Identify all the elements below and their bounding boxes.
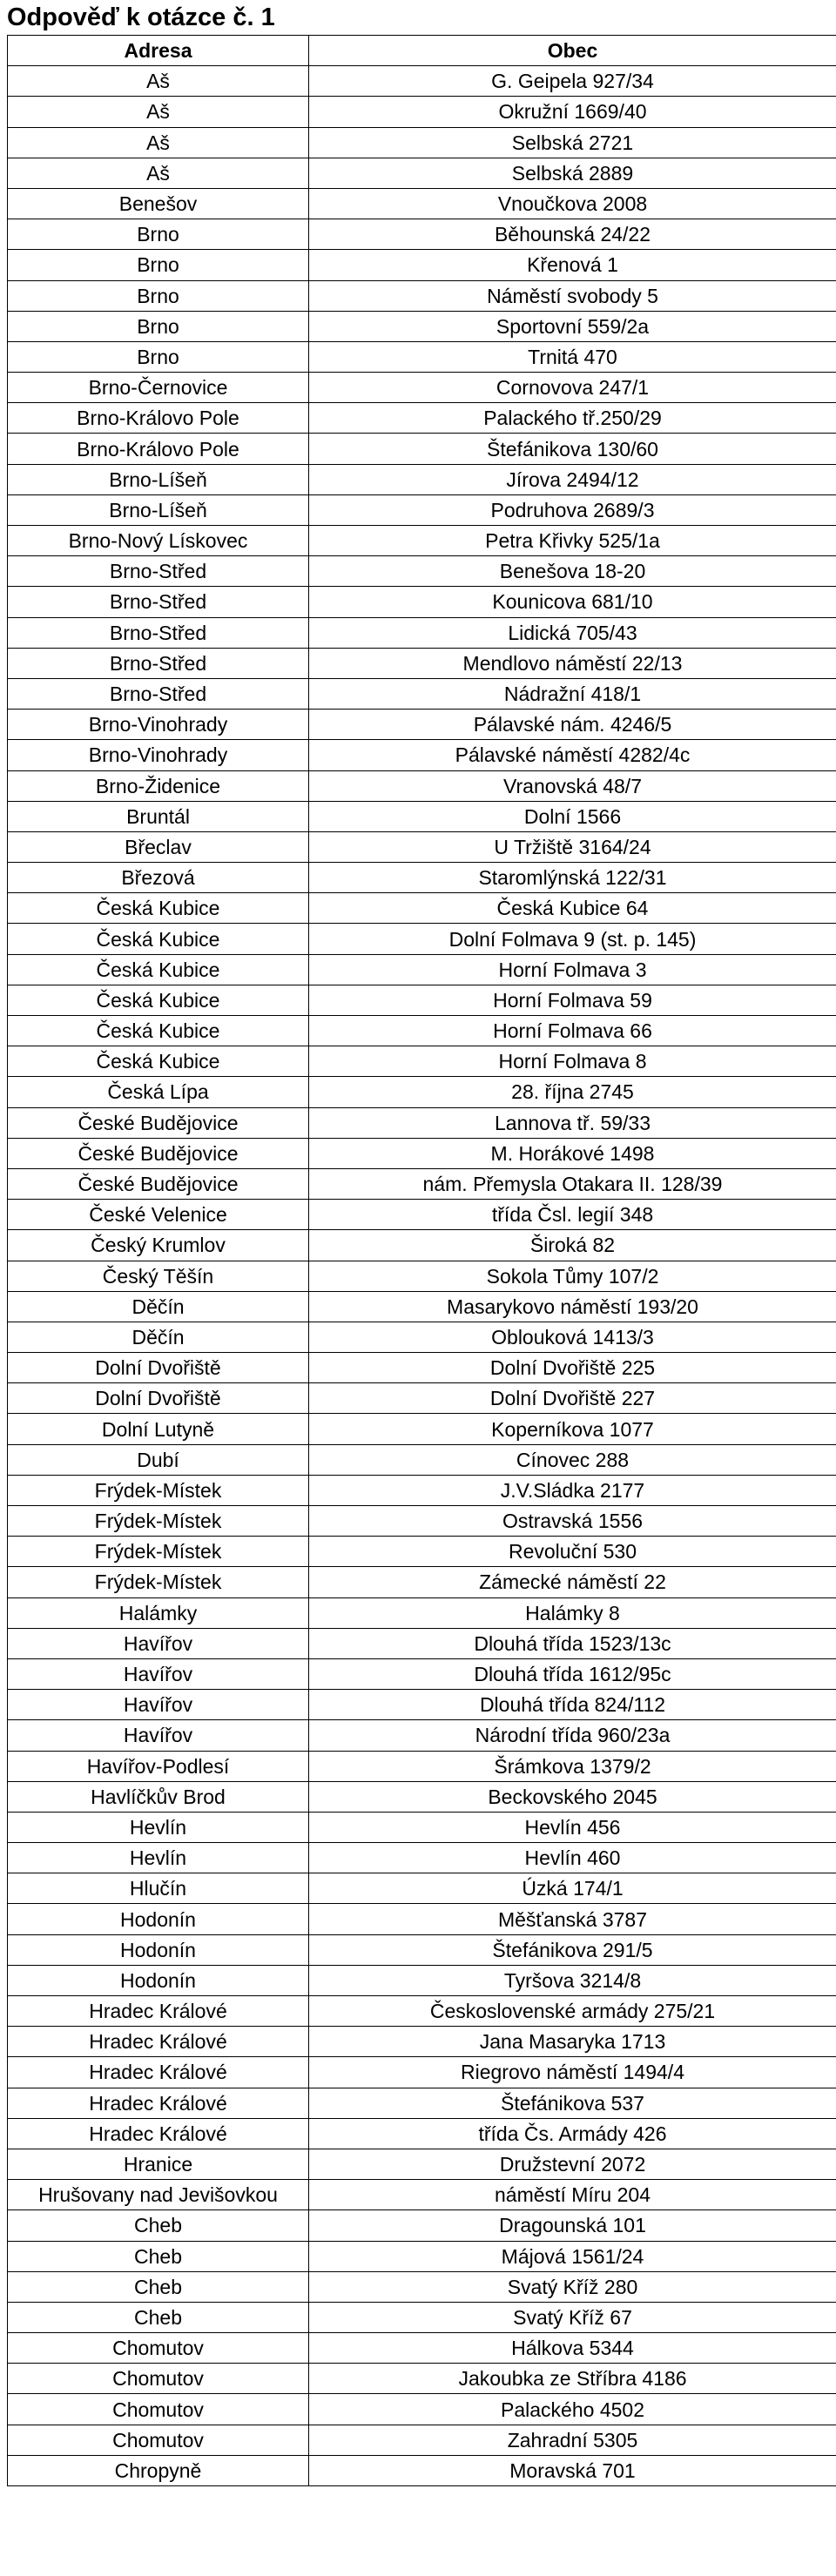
municipality-cell: Benešova 18-20 (309, 556, 836, 587)
address-cell: Dubí (8, 1444, 309, 1475)
table-row (8, 863, 836, 893)
table-row (8, 1720, 836, 1751)
municipality-cell: třída Čs. Armády 426 (309, 2118, 836, 2149)
municipality-cell: Staromlýnská 122/31 (309, 863, 836, 893)
address-cell: Aš (8, 158, 309, 188)
address-cell: Aš (8, 97, 309, 127)
table-row (8, 1107, 836, 1138)
table-row (8, 66, 836, 97)
municipality-cell: Běhounská 24/22 (309, 219, 836, 250)
table-row (8, 1444, 836, 1475)
address-cell: Brno-Střed (8, 617, 309, 648)
address-cell: Hevlín (8, 1843, 309, 1873)
address-cell: Chomutov (8, 2364, 309, 2394)
municipality-cell: Palackého tř.250/29 (309, 403, 836, 434)
table-row (8, 1506, 836, 1537)
table-row (8, 2394, 836, 2425)
municipality-cell: Svatý Kříž 280 (309, 2271, 836, 2302)
municipality-cell: Podruhova 2689/3 (309, 494, 836, 525)
table-row (8, 2149, 836, 2179)
table-row (8, 219, 836, 250)
municipality-cell: Dolní 1566 (309, 801, 836, 831)
municipality-cell: J.V.Sládka 2177 (309, 1475, 836, 1505)
address-cell: České Budějovice (8, 1138, 309, 1168)
address-cell: Brno-Královo Pole (8, 403, 309, 434)
municipality-cell: Masarykovo náměstí 193/20 (309, 1291, 836, 1322)
address-cell: Bruntál (8, 801, 309, 831)
address-cell: Český Krumlov (8, 1230, 309, 1261)
address-cell: Cheb (8, 2241, 309, 2271)
table-row (8, 464, 836, 494)
table-row (8, 1261, 836, 1291)
municipality-cell: Trnitá 470 (309, 341, 836, 372)
table-row (8, 831, 836, 862)
municipality-cell: Revoluční 530 (309, 1537, 836, 1567)
municipality-cell: Dolní Dvořiště 227 (309, 1383, 836, 1414)
address-cell: Hradec Králové (8, 2088, 309, 2118)
address-cell: Havířov (8, 1690, 309, 1720)
municipality-cell: Sokola Tůmy 107/2 (309, 1261, 836, 1291)
address-cell: Brno (8, 250, 309, 280)
address-cell: Brno-Střed (8, 587, 309, 617)
municipality-cell: Křenová 1 (309, 250, 836, 280)
table-row (8, 403, 836, 434)
address-cell: Břeclav (8, 831, 309, 862)
table-row (8, 1812, 836, 1842)
table-row (8, 1383, 836, 1414)
address-cell: Cheb (8, 2271, 309, 2302)
municipality-cell: Mendlovo náměstí 22/13 (309, 648, 836, 678)
address-cell: Česká Kubice (8, 985, 309, 1015)
table-row (8, 924, 836, 954)
table-row (8, 1016, 836, 1046)
address-cell: Česká Kubice (8, 1046, 309, 1077)
municipality-cell: Beckovského 2045 (309, 1781, 836, 1812)
municipality-cell: Jakoubka ze Stříbra 4186 (309, 2364, 836, 2394)
municipality-cell: Lidická 705/43 (309, 617, 836, 648)
table-row (8, 1843, 836, 1873)
page-title: Odpověď k otázce č. 1 (7, 3, 275, 31)
municipality-cell: nám. Přemysla Otakara II. 128/39 (309, 1168, 836, 1199)
address-cell: Brno-Královo Pole (8, 434, 309, 464)
table-row (8, 188, 836, 219)
municipality-cell: Sportovní 559/2a (309, 311, 836, 341)
table-row (8, 985, 836, 1015)
table-row (8, 2057, 836, 2088)
table-row (8, 1414, 836, 1444)
address-cell: Česká Kubice (8, 893, 309, 924)
table-body (8, 66, 836, 2486)
municipality-cell: Zámecké náměstí 22 (309, 1567, 836, 1597)
table-row (8, 2364, 836, 2394)
municipality-cell: Dolní Dvořiště 225 (309, 1353, 836, 1383)
address-cell: České Budějovice (8, 1168, 309, 1199)
municipality-cell: Halámky 8 (309, 1597, 836, 1628)
table-row (8, 1291, 836, 1322)
municipality-cell: Národní třída 960/23a (309, 1720, 836, 1751)
municipality-cell: Hálkova 5344 (309, 2333, 836, 2364)
address-cell: Cheb (8, 2302, 309, 2332)
table-row (8, 2118, 836, 2149)
municipality-cell: Štefánikova 130/60 (309, 434, 836, 464)
column-header-adresa: Adresa (8, 36, 309, 66)
address-cell: Český Těšín (8, 1261, 309, 1291)
municipality-cell: Pálavské náměstí 4282/4c (309, 740, 836, 770)
column-header-obec: Obec (309, 36, 836, 66)
municipality-cell: Horní Folmava 66 (309, 1016, 836, 1046)
table-row (8, 2210, 836, 2241)
municipality-cell: Vnoučkova 2008 (309, 188, 836, 219)
table-row (8, 2088, 836, 2118)
municipality-cell: G. Geipela 927/34 (309, 66, 836, 97)
address-cell: Chomutov (8, 2333, 309, 2364)
table-row (8, 1996, 836, 2027)
address-cell: Březová (8, 863, 309, 893)
table-row (8, 1168, 836, 1199)
address-cell: Frýdek-Místek (8, 1506, 309, 1537)
table-row (8, 1965, 836, 1995)
table-row (8, 954, 836, 985)
municipality-cell: Měšťanská 3787 (309, 1904, 836, 1934)
table-row (8, 893, 836, 924)
address-cell: Hradec Králové (8, 2027, 309, 2057)
address-cell: Brno (8, 341, 309, 372)
municipality-cell: Petra Křivky 525/1a (309, 526, 836, 556)
municipality-cell: Široká 82 (309, 1230, 836, 1261)
table-row (8, 2271, 836, 2302)
municipality-cell: Šrámkova 1379/2 (309, 1751, 836, 1781)
table-row (8, 1353, 836, 1383)
municipality-cell: Úzká 174/1 (309, 1873, 836, 1904)
address-cell: Brno-Střed (8, 556, 309, 587)
address-cell: Brno-Vinohrady (8, 710, 309, 740)
address-cell: Hranice (8, 2149, 309, 2179)
table-row (8, 1658, 836, 1689)
table-row (8, 97, 836, 127)
municipality-cell: Tyršova 3214/8 (309, 1965, 836, 1995)
table-row (8, 1138, 836, 1168)
municipality-cell: Vranovská 48/7 (309, 770, 836, 801)
table-row (8, 1200, 836, 1230)
municipality-cell: Česká Kubice 64 (309, 893, 836, 924)
municipality-cell: Moravská 701 (309, 2455, 836, 2485)
address-cell: Dolní Lutyně (8, 1414, 309, 1444)
table-row (8, 311, 836, 341)
address-cell: Aš (8, 66, 309, 97)
address-cell: Česká Kubice (8, 924, 309, 954)
municipality-cell: Koperníkova 1077 (309, 1414, 836, 1444)
table-row (8, 2180, 836, 2210)
municipality-cell: Zahradní 5305 (309, 2425, 836, 2455)
municipality-cell: Kounicova 681/10 (309, 587, 836, 617)
table-row (8, 341, 836, 372)
table-row (8, 2302, 836, 2332)
table-row (8, 1322, 836, 1352)
municipality-cell: Družstevní 2072 (309, 2149, 836, 2179)
municipality-cell: Hevlín 456 (309, 1812, 836, 1842)
table-row (8, 250, 836, 280)
table-row (8, 2333, 836, 2364)
municipality-cell: Jírova 2494/12 (309, 464, 836, 494)
municipality-cell: Náměstí svobody 5 (309, 280, 836, 311)
municipality-cell: Dlouhá třída 1612/95c (309, 1658, 836, 1689)
municipality-cell: Dolní Folmava 9 (st. p. 145) (309, 924, 836, 954)
table-row (8, 1597, 836, 1628)
address-cell: Havířov (8, 1658, 309, 1689)
table-row (8, 1046, 836, 1077)
address-cell: Benešov (8, 188, 309, 219)
table-row (8, 1230, 836, 1261)
table-row (8, 1567, 836, 1597)
table-header (8, 36, 836, 66)
address-cell: Brno-Nový Lískovec (8, 526, 309, 556)
address-table (7, 35, 836, 2486)
address-cell: Dolní Dvořiště (8, 1383, 309, 1414)
table-row (8, 494, 836, 525)
municipality-cell: Májová 1561/24 (309, 2241, 836, 2271)
table-row (8, 1934, 836, 1965)
municipality-cell: Palackého 4502 (309, 2394, 836, 2425)
municipality-cell: Dlouhá třída 1523/13c (309, 1628, 836, 1658)
address-cell: Brno (8, 311, 309, 341)
municipality-cell: Riegrovo náměstí 1494/4 (309, 2057, 836, 2088)
address-cell: Chomutov (8, 2394, 309, 2425)
table-row (8, 587, 836, 617)
municipality-cell: Dlouhá třída 824/112 (309, 1690, 836, 1720)
address-cell: Frýdek-Místek (8, 1475, 309, 1505)
table-row (8, 710, 836, 740)
table-row (8, 158, 836, 188)
table-row (8, 2027, 836, 2057)
municipality-cell: Svatý Kříž 67 (309, 2302, 836, 2332)
table-row (8, 1537, 836, 1567)
table-row (8, 801, 836, 831)
address-cell: Hodonín (8, 1934, 309, 1965)
table-row (8, 434, 836, 464)
municipality-cell: M. Horákové 1498 (309, 1138, 836, 1168)
address-cell: Dolní Dvořiště (8, 1353, 309, 1383)
table-row (8, 1781, 836, 1812)
municipality-cell: Pálavské nám. 4246/5 (309, 710, 836, 740)
address-cell: Hradec Králové (8, 1996, 309, 2027)
address-cell: Brno-Vinohrady (8, 740, 309, 770)
address-cell: Hevlín (8, 1812, 309, 1842)
address-cell: Česká Kubice (8, 1016, 309, 1046)
municipality-cell: Horní Folmava 59 (309, 985, 836, 1015)
address-cell: Havířov-Podlesí (8, 1751, 309, 1781)
municipality-cell: Selbská 2889 (309, 158, 836, 188)
municipality-cell: třída Čsl. legií 348 (309, 1200, 836, 1230)
address-cell: Hodonín (8, 1904, 309, 1934)
table-row (8, 617, 836, 648)
address-cell: Česká Lípa (8, 1077, 309, 1107)
municipality-cell: Československé armády 275/21 (309, 1996, 836, 2027)
table-row (8, 373, 836, 403)
address-cell: Česká Kubice (8, 954, 309, 985)
municipality-cell: Horní Folmava 8 (309, 1046, 836, 1077)
address-cell: České Budějovice (8, 1107, 309, 1138)
table-row (8, 2425, 836, 2455)
address-cell: Hradec Králové (8, 2057, 309, 2088)
municipality-cell: Lannova tř. 59/33 (309, 1107, 836, 1138)
address-cell: Brno-Líšeň (8, 494, 309, 525)
municipality-cell: Štefánikova 537 (309, 2088, 836, 2118)
municipality-cell: Horní Folmava 3 (309, 954, 836, 985)
municipality-cell: Selbská 2721 (309, 127, 836, 158)
table-header-row (8, 36, 836, 66)
municipality-cell: Štefánikova 291/5 (309, 1934, 836, 1965)
address-cell: Děčín (8, 1322, 309, 1352)
table-row (8, 2241, 836, 2271)
municipality-cell: Hevlín 460 (309, 1843, 836, 1873)
address-cell: Děčín (8, 1291, 309, 1322)
table-row (8, 2455, 836, 2485)
address-cell: Hrušovany nad Jevišovkou (8, 2180, 309, 2210)
address-cell: Havířov (8, 1628, 309, 1658)
table-row (8, 1077, 836, 1107)
municipality-cell: Cornovova 247/1 (309, 373, 836, 403)
address-cell: Havířov (8, 1720, 309, 1751)
address-cell: Halámky (8, 1597, 309, 1628)
table-row (8, 648, 836, 678)
address-cell: Brno-Střed (8, 678, 309, 709)
table-row (8, 526, 836, 556)
table-row (8, 1475, 836, 1505)
municipality-cell: Nádražní 418/1 (309, 678, 836, 709)
municipality-cell: Jana Masaryka 1713 (309, 2027, 836, 2057)
municipality-cell: náměstí Míru 204 (309, 2180, 836, 2210)
address-cell: Aš (8, 127, 309, 158)
table-row (8, 1628, 836, 1658)
table-row (8, 1904, 836, 1934)
municipality-cell: U Tržiště 3164/24 (309, 831, 836, 862)
municipality-cell: Cínovec 288 (309, 1444, 836, 1475)
table-row (8, 1690, 836, 1720)
table-row (8, 127, 836, 158)
address-cell: Havlíčkův Brod (8, 1781, 309, 1812)
address-cell: Brno-Židenice (8, 770, 309, 801)
municipality-cell: Oblouková 1413/3 (309, 1322, 836, 1352)
address-cell: Chomutov (8, 2425, 309, 2455)
address-cell: Brno (8, 219, 309, 250)
address-cell: Brno (8, 280, 309, 311)
table-row (8, 1751, 836, 1781)
address-cell: Hodonín (8, 1965, 309, 1995)
address-cell: Cheb (8, 2210, 309, 2241)
table-row (8, 280, 836, 311)
table-row (8, 770, 836, 801)
address-cell: Brno-Střed (8, 648, 309, 678)
municipality-cell: Ostravská 1556 (309, 1506, 836, 1537)
municipality-cell: Okružní 1669/40 (309, 97, 836, 127)
address-cell: Chropyně (8, 2455, 309, 2485)
address-cell: České Velenice (8, 1200, 309, 1230)
address-cell: Brno-Líšeň (8, 464, 309, 494)
address-cell: Frýdek-Místek (8, 1567, 309, 1597)
municipality-cell: 28. října 2745 (309, 1077, 836, 1107)
address-cell: Brno-Černovice (8, 373, 309, 403)
table-row (8, 1873, 836, 1904)
table-row (8, 556, 836, 587)
table-row (8, 740, 836, 770)
address-cell: Hlučín (8, 1873, 309, 1904)
address-cell: Frýdek-Místek (8, 1537, 309, 1567)
address-cell: Hradec Králové (8, 2118, 309, 2149)
table-row (8, 678, 836, 709)
municipality-cell: Dragounská 101 (309, 2210, 836, 2241)
